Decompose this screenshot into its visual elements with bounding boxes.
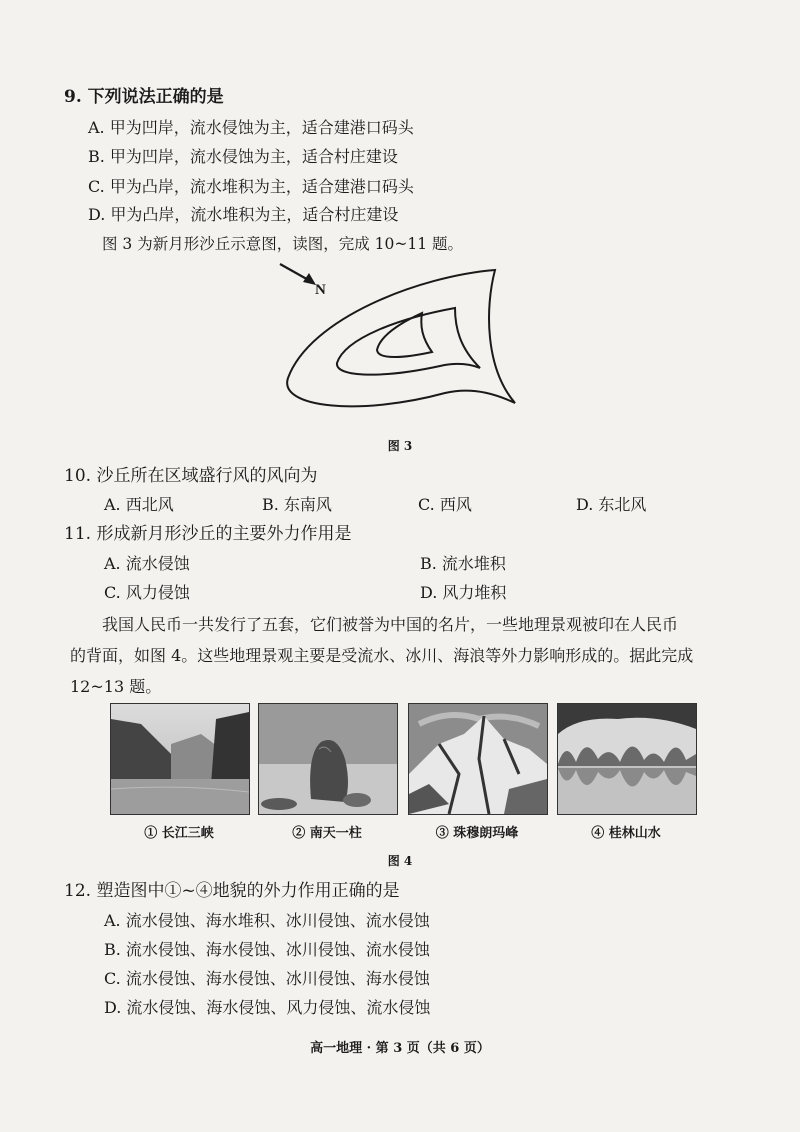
passage-line-3: 12~13 题。 [70, 677, 162, 696]
question-9-option-a: A. 甲为凹岸，流水侵蚀为主，适合建港口码头 [88, 118, 414, 137]
page-footer: 高一地理 · 第 3 页（共 6 页） [310, 1041, 490, 1056]
passage-line-2: 的背面，如图 4。这些地理景观主要是受流水、冰川、海浪等外力影响形成的。据此完成 [70, 646, 694, 665]
question-11-option-a: A. 流水侵蚀 [104, 554, 190, 573]
question-10-option-c: C. 西风 [418, 495, 472, 514]
question-11-option-b: B. 流水堆积 [420, 554, 506, 573]
photo-guilin-landscape [557, 703, 697, 815]
question-9-option-d: D. 甲为凸岸，流水堆积为主，适合村庄建设 [88, 205, 399, 224]
question-11-option-c: C. 风力侵蚀 [104, 583, 190, 602]
photo-label-3: ③ 珠穆朗玛峰 [435, 826, 519, 841]
question-12-stem: 12. 塑造图中①~④地貌的外力作用正确的是 [64, 881, 400, 901]
question-11-stem: 11. 形成新月形沙丘的主要外力作用是 [64, 524, 352, 544]
question-10-option-b: B. 东南风 [262, 495, 332, 514]
question-12-option-d: D. 流水侵蚀、海水侵蚀、风力侵蚀、流水侵蚀 [104, 998, 431, 1017]
question-10-option-d: D. 东北风 [576, 495, 647, 514]
figure-3-intro: 图 3 为新月形沙丘示意图，读图，完成 10~11 题。 [102, 235, 464, 253]
question-12-option-c: C. 流水侵蚀、海水侵蚀、冰川侵蚀、海水侵蚀 [104, 969, 430, 988]
photo-label-4: ④ 桂林山水 [591, 826, 661, 841]
photo-mount-everest [408, 703, 548, 815]
passage-line-1: 我国人民币一共发行了五套，它们被誉为中国的名片，一些地理景观被印在人民币 [102, 615, 679, 634]
photo-label-2: ② 南天一柱 [292, 826, 362, 841]
question-10-stem: 10. 沙丘所在区域盛行风的风向为 [64, 466, 318, 486]
north-label: N [315, 282, 326, 298]
figure-3-caption: 图 3 [387, 439, 413, 453]
crescent-dune-diagram [270, 258, 530, 428]
question-9-option-c: C. 甲为凸岸，流水堆积为主，适合建港口码头 [88, 177, 414, 196]
question-12-option-a: A. 流水侵蚀、海水堆积、冰川侵蚀、流水侵蚀 [104, 911, 430, 930]
question-9-option-b: B. 甲为凹岸，流水侵蚀为主，适合村庄建设 [88, 147, 398, 166]
photo-nantian-yizhu [258, 703, 398, 815]
figure-4-caption: 图 4 [387, 854, 413, 868]
question-11-option-d: D. 风力堆积 [420, 583, 507, 602]
question-9-stem: 9. 下列说法正确的是 [64, 87, 224, 107]
photo-label-1: ① 长江三峡 [144, 826, 214, 841]
question-10-option-a: A. 西北风 [104, 495, 174, 514]
dune-middle-contour [337, 308, 480, 375]
photo-yangtze-three-gorges [110, 703, 250, 815]
question-12-option-b: B. 流水侵蚀、海水侵蚀、冰川侵蚀、流水侵蚀 [104, 940, 430, 959]
